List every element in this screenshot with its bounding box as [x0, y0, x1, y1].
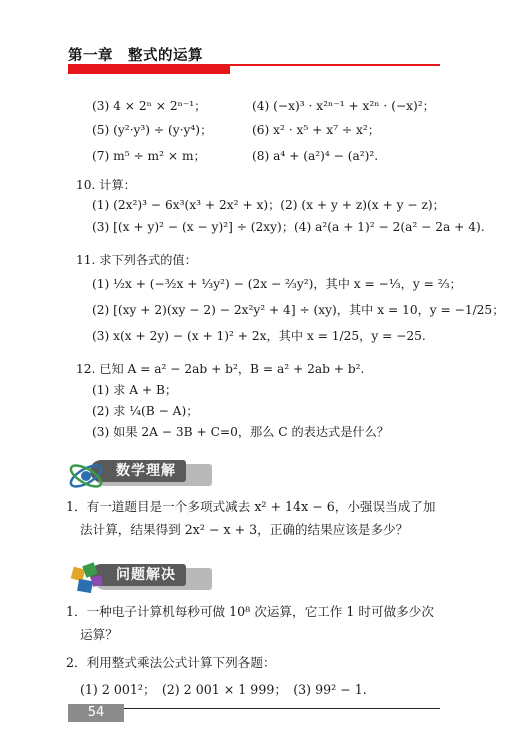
q11-line-1: (1) ½x + (−³⁄₂x + ⅓y²) − (2x − ⅔y²)，其中 x = −⅓，y = ⅔； — [92, 277, 462, 291]
q9-item-8: (8) a⁴ + (a²)⁴ − (a²)². — [252, 149, 379, 163]
problem-solving-badge — [66, 560, 226, 600]
q12-sub-2: (2) 求 ¼(B − A)； — [92, 404, 199, 418]
page-number: 54 — [87, 705, 105, 720]
math-q1-line-2: 法计算，结果得到 2x² − x + 3，正确的结果应该是多少？ — [80, 522, 409, 537]
q10-title: 10. 计算： — [76, 178, 136, 192]
q9-item-4: (4) (−x)³ · x²ⁿ⁻¹ + x²ⁿ · (−x)²； — [252, 99, 435, 113]
q11-title: 11. 求下列各式的值： — [76, 253, 197, 267]
q10-line-1: (1) (2x²)³ − 6x³(x³ + 2x² + x)；(2) (x + y + z)(x + y − z)； — [92, 198, 445, 212]
solve-q1-line-1: 1．一种电子计算机每秒可做 10⁸ 次运算，它工作 1 时可做多少次 — [66, 604, 434, 619]
q9-item-6: (6) x² · x⁵ + x⁷ ÷ x²； — [252, 123, 380, 137]
q12-sub-3: (3) 如果 2A − 3B + C=0，那么 C 的表达式是什么？ — [92, 425, 389, 439]
q9-item-5: (5) (y²·y³) ÷ (y·y⁴)； — [92, 123, 213, 137]
solve-q1-line-2: 运算？ — [80, 627, 118, 642]
math-q1-line-1: 1．有一道题目是一个多项式减去 x² + 14x − 6，小强误当成了加 — [66, 499, 436, 514]
q11-line-2: (2) [(xy + 2)(xy − 2) − 2x²y² + 4] ÷ (xy)，其中 x = 10，y = −1/25； — [92, 303, 505, 317]
solve-q2: 2．利用整式乘法公式计算下列各题： — [66, 655, 276, 670]
problem-solving-label: 问题解决 — [90, 564, 186, 586]
q12-title: 12. 已知 A = a² − 2ab + b²，B = a² + 2ab + b². — [76, 362, 365, 376]
q9-item-3: (3) 4 × 2ⁿ × 2ⁿ⁻¹； — [92, 99, 207, 113]
puzzle-blocks-icon — [66, 560, 112, 600]
atom-icon — [66, 456, 112, 496]
solve-q2-items: (1) 2 001²； (2) 2 001 × 1 999； (3) 99² − 1. — [80, 682, 367, 697]
math-understanding-label: 数学理解 — [90, 460, 186, 482]
q9-item-7: (7) m⁵ ÷ m² × m； — [92, 149, 206, 163]
chapter-title: 第一章 整式的运算 — [68, 48, 203, 64]
header-accent-bar — [68, 64, 230, 74]
q11-line-3: (3) x(x + 2y) − (x + 1)² + 2x，其中 x = 1/25，y = −25. — [92, 329, 426, 343]
math-understanding-badge — [66, 456, 226, 496]
q12-sub-1: (1) 求 A + B； — [92, 383, 178, 397]
page-number-box — [68, 704, 124, 722]
q10-line-2: (3) [(x + y)² − (x − y)²] ÷ (2xy)；(4) a²(a + 1)² − 2(a² − 2a + 4). — [92, 220, 485, 234]
